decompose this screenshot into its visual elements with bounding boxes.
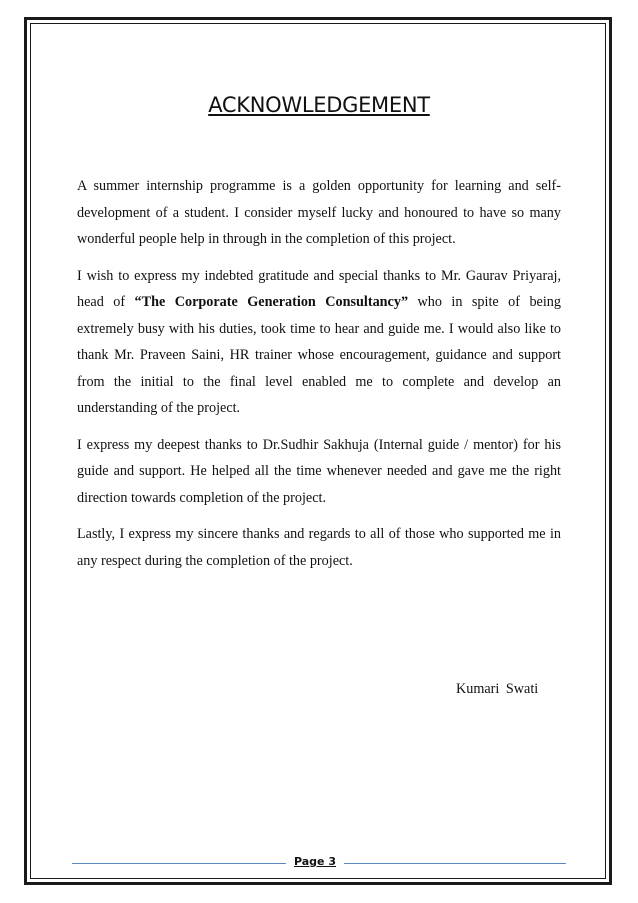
footer-rule-left: [72, 863, 286, 864]
signature: Kumari Swati: [456, 681, 539, 697]
paragraph-gratitude-end: who in spite of being extremely busy with his duties, took time to hear and guide me. I would also like to thank Mr. Praveen Saini, HR trainer whose encouragement, guidance and support from the initial to the final level enabled me to complete and develop an understanding of the project.: [77, 294, 561, 416]
paragraph-mentor: I express my deepest thanks to Dr.Sudhir Sakhuja (Internal guide / mentor) for his guide and support. He helped all the time whenever needed and gave me the right direction towards completion of the project.: [77, 436, 561, 506]
body-text: [77, 173, 561, 584]
page-title: ACKNOWLEDGEMENT: [208, 93, 430, 117]
footer-rule-right: [344, 863, 566, 864]
page-number: Page 3: [293, 855, 336, 868]
paragraph-intro: A summer internship programme is a golden opportunity for learning and self-development of a student. I consider myself lucky and honoured to have so many wonderful people help in through in the completion of this project.: [77, 178, 561, 247]
paragraph-gratitude-start: I wish to express my indebted gratitude and special thanks to Mr. Gaurav Priyaraj, head of: [77, 267, 561, 310]
company-name: “The Corporate Generation Consultancy”: [134, 294, 409, 310]
paragraph-gratitude: [77, 263, 561, 422]
paragraph-closing: Lastly, I express my sincere thanks and regards to all of those who supported me in any respect during the completion of the project.: [77, 526, 561, 569]
